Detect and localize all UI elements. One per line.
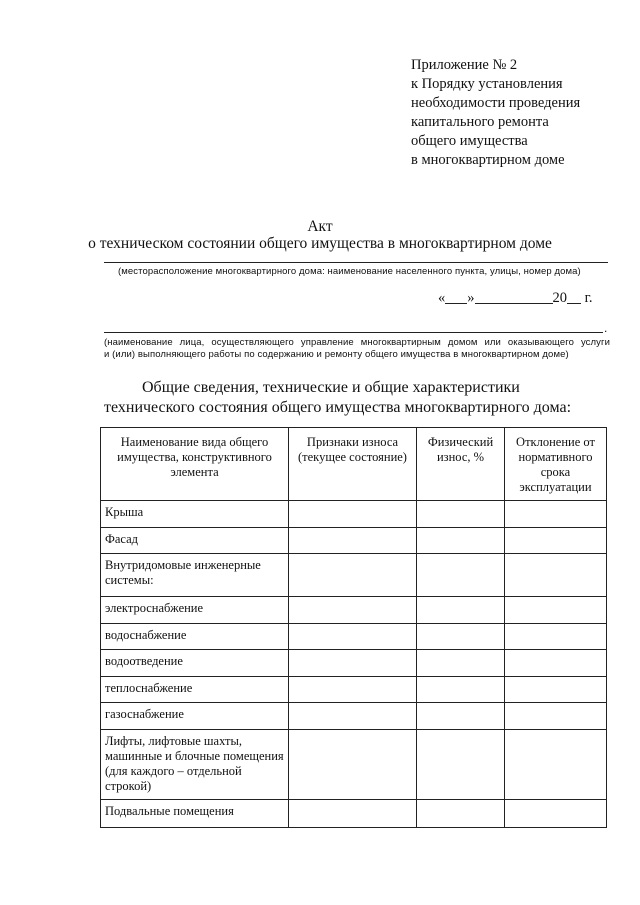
date-close-quote: » <box>467 290 475 306</box>
table-header-row <box>101 428 607 501</box>
cell-physical-wear <box>417 800 505 828</box>
location-caption: (месторасположение многоквартирного дома: наименование населенного пункта, улицы, номер дома) <box>118 266 581 277</box>
cell-physical-wear <box>417 554 505 597</box>
cell-wear-signs <box>289 650 417 677</box>
cell-wear-signs <box>289 800 417 828</box>
row-label: водоотведение <box>101 650 289 677</box>
cell-physical-wear <box>417 650 505 677</box>
table-row <box>101 597 607 624</box>
table-row <box>101 528 607 554</box>
cell-wear-signs <box>289 730 417 800</box>
cell-deviation <box>505 501 607 528</box>
cell-wear-signs <box>289 597 417 624</box>
general-info: Общие сведения, технические и общие характеристики технического состояния общего имущества многоквартирного дома: <box>104 379 572 416</box>
cell-wear-signs <box>289 703 417 730</box>
cell-deviation <box>505 528 607 554</box>
header-deviation: Отклонение от нормативного срока эксплуатации <box>505 428 607 501</box>
row-label: Подвальные помещения <box>101 800 289 828</box>
table-row <box>101 800 607 828</box>
row-label: Фасад <box>101 528 289 554</box>
date-month-blank <box>475 289 553 304</box>
appendix-line: капитального ремонта <box>411 114 549 130</box>
cell-physical-wear <box>417 528 505 554</box>
table-row <box>101 501 607 528</box>
manager-caption-line2: и (или) выполняющего работы по содержанию и ремонту общего имущества в многоквартирном доме) <box>104 349 569 360</box>
header-element-name: Наименование вида общего имущества, конструктивного элемента <box>101 428 289 501</box>
row-label: электроснабжение <box>101 597 289 624</box>
cell-wear-signs <box>289 554 417 597</box>
cell-physical-wear <box>417 730 505 800</box>
date-year-prefix: 20 <box>552 290 567 306</box>
act-subtitle: о техническом состоянии общего имущества в многоквартирном доме <box>88 235 552 252</box>
appendix-line: к Порядку установления <box>411 76 563 92</box>
appendix-line: в многоквартирном доме <box>411 152 565 168</box>
row-label: Лифты, лифтовые шахты, машинные и блочные помещения (для каждого – отдельной строкой) <box>101 730 289 800</box>
date-open-quote: « <box>438 290 446 306</box>
header-wear-signs: Признаки износа (текущее состояние) <box>289 428 417 501</box>
table-row <box>101 703 607 730</box>
cell-physical-wear <box>417 501 505 528</box>
cell-deviation <box>505 730 607 800</box>
cell-wear-signs <box>289 528 417 554</box>
table-row <box>101 677 607 703</box>
cell-deviation <box>505 624 607 650</box>
appendix-line: необходимости проведения <box>411 95 581 111</box>
row-label: Крыша <box>101 501 289 528</box>
manager-line-trail: . <box>604 321 608 335</box>
cell-deviation <box>505 554 607 597</box>
table-row <box>101 730 607 800</box>
location-line <box>104 262 608 263</box>
cell-deviation <box>505 800 607 828</box>
row-label: Внутридомовые инженерные системы: <box>101 554 289 597</box>
date-year-suffix: г. <box>581 290 593 306</box>
date-year-blank <box>567 289 581 304</box>
cell-wear-signs <box>289 677 417 703</box>
cell-wear-signs <box>289 501 417 528</box>
appendix-line: Приложение № 2 <box>411 57 518 73</box>
date-field <box>438 289 593 307</box>
appendix-block <box>411 56 626 170</box>
date-day-blank <box>445 289 467 304</box>
condition-table <box>100 427 607 828</box>
header-physical-wear: Физический износ, % <box>417 428 505 501</box>
cell-deviation <box>505 677 607 703</box>
cell-deviation <box>505 650 607 677</box>
cell-deviation <box>505 597 607 624</box>
row-label: водоснабжение <box>101 624 289 650</box>
manager-caption-line1: (наименование лица, осуществляющего управление многоквартирным домом или оказывающего услуги <box>104 337 610 348</box>
cell-physical-wear <box>417 703 505 730</box>
cell-physical-wear <box>417 677 505 703</box>
cell-physical-wear <box>417 597 505 624</box>
manager-line <box>104 332 603 333</box>
table-row <box>101 650 607 677</box>
table-row <box>101 624 607 650</box>
cell-wear-signs <box>289 624 417 650</box>
act-title: Акт <box>307 218 333 235</box>
table-row <box>101 554 607 597</box>
row-label: теплоснабжение <box>101 677 289 703</box>
row-label: газоснабжение <box>101 703 289 730</box>
cell-deviation <box>505 703 607 730</box>
appendix-line: общего имущества <box>411 133 528 149</box>
cell-physical-wear <box>417 624 505 650</box>
